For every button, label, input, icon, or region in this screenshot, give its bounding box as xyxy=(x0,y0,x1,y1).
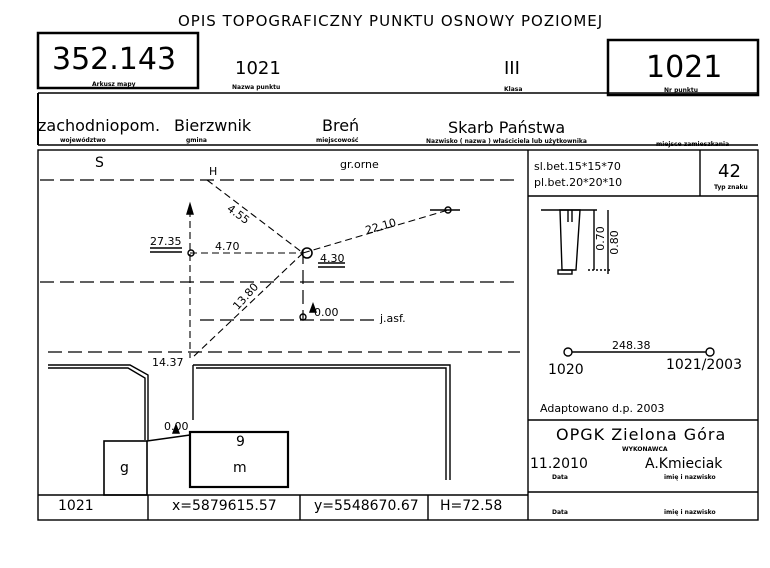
field-label: gr.orne xyxy=(340,158,379,171)
marker-spec-2: pl.bet.20*20*10 xyxy=(534,176,623,189)
residence-label: miejsce zamieszkania xyxy=(656,141,730,148)
performer-name-label: imię i nazwisko xyxy=(664,474,716,481)
point-name: 1021 xyxy=(235,58,281,79)
second-date-label: Data xyxy=(552,509,568,516)
coords-x: x=5879615.57 xyxy=(172,498,277,514)
marker-type-label: Typ znaku xyxy=(714,184,748,191)
distance-470: 4.70 xyxy=(215,240,240,253)
owner-label: Nazwisko ( nazwa ) właściciela lub użytkownika xyxy=(426,138,587,145)
sheet-number: 352.143 xyxy=(52,42,177,77)
marker-spec-1: sl.bet.15*15*70 xyxy=(534,160,621,173)
performer-org: OPGK Zielona Góra xyxy=(556,425,727,444)
owner: Skarb Państwa xyxy=(448,118,566,137)
coords-point: 1021 xyxy=(58,498,94,514)
coords-y: y=5548670.67 xyxy=(314,498,419,514)
offset-000-point: 0.00 xyxy=(314,306,339,319)
neighbor-distance: 248.38 xyxy=(612,339,651,352)
distance-1380: 13.80 xyxy=(230,280,262,313)
point-number-label: Nr punktu xyxy=(664,87,699,94)
building-type-g: g xyxy=(120,460,129,476)
locality-label: miejscowość xyxy=(316,137,359,144)
locality: Breń xyxy=(322,116,360,135)
point-name-label: Nazwa punktu xyxy=(232,84,281,91)
sketch-s-label: S xyxy=(95,155,104,171)
distance-455: 4.55 xyxy=(224,202,252,227)
adaptation-note: Adaptowano d.p. 2003 xyxy=(540,402,665,415)
point-class-label: Klasa xyxy=(504,86,523,93)
coords-h: H=72.58 xyxy=(440,498,503,514)
building-floors: 9 xyxy=(236,434,245,450)
marker-type-number: 42 xyxy=(718,161,741,182)
commune: Bierzwnik xyxy=(174,116,252,135)
performer-date: 11.2010 xyxy=(530,456,588,472)
road-label: j.asf. xyxy=(380,312,406,325)
commune-label: gmina xyxy=(186,137,207,144)
page-title: OPIS TOPOGRAFICZNY PUNKTU OSNOWY POZIOMEJ xyxy=(178,12,604,30)
marker-depth-080: 0.80 xyxy=(607,230,621,255)
distance-1437: 14.37 xyxy=(152,356,184,369)
voivodeship: zachodniopom. xyxy=(38,116,161,135)
point-class: III xyxy=(504,58,520,79)
sketch-h-label: H xyxy=(209,165,218,178)
point-number: 1021 xyxy=(646,50,723,85)
performer-org-label: WYKONAWCA xyxy=(622,446,668,453)
distance-2210: 22.10 xyxy=(363,215,398,238)
building-type-m: m xyxy=(233,460,247,476)
distance-2735: 27.35 xyxy=(150,235,182,248)
distance-430: 4.30 xyxy=(320,252,345,265)
performer-name: A.Kmieciak xyxy=(645,456,723,472)
second-name-label: imię i nazwisko xyxy=(664,509,716,516)
marker-depth-070: 0.70 xyxy=(593,226,607,251)
voivodeship-label: województwo xyxy=(60,137,106,144)
offset-000-building: 0.00 xyxy=(164,420,189,433)
performer-date-label: Data xyxy=(552,474,568,481)
neighbor-to: 1021/2003 xyxy=(666,357,742,373)
neighbor-from: 1020 xyxy=(548,362,584,378)
sheet-number-label: Arkusz mapy xyxy=(92,81,136,88)
